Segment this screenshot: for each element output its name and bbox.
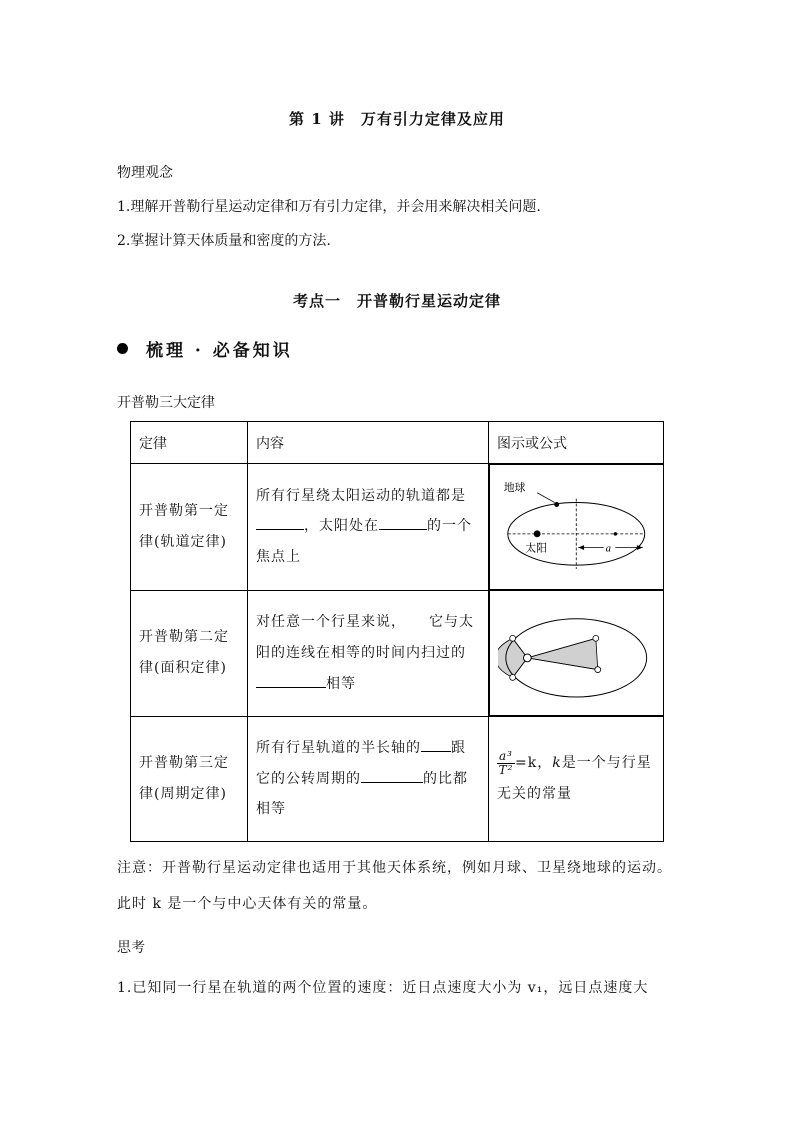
formula-rhs: =k， [515, 755, 553, 772]
content-text: 相等 [326, 675, 356, 692]
sun-dot [534, 530, 541, 537]
formula-desc: 是一个与行星无关的常量 [497, 755, 652, 802]
law-content [248, 464, 489, 591]
header-law: 定律 [131, 422, 248, 464]
bullet-icon [117, 343, 128, 354]
content-text: 跟它的公转周期的 [256, 739, 466, 787]
earth-dot [554, 502, 559, 507]
sun-label: 太阳 [525, 542, 547, 555]
table-row [131, 590, 664, 717]
fill-blank[interactable] [361, 768, 423, 783]
law-content [248, 590, 489, 717]
subheading-text: 梳理 · 必备知识 [146, 341, 293, 361]
fill-blank[interactable] [421, 737, 451, 752]
content-text: 所有行星轨道的半长轴的 [256, 739, 421, 756]
formula-k: k [552, 755, 562, 772]
lecture-title: 第 1 讲 万有引力定律及应用 [289, 110, 505, 128]
law-content [248, 717, 489, 842]
equal-area-diagram [498, 598, 655, 708]
content-text: 的一个焦点上 [256, 518, 472, 566]
law-name: 开普勒第二定律(面积定律) [131, 590, 248, 717]
table-row [131, 464, 664, 591]
area-figure-cell [489, 590, 664, 716]
orbit-figure-cell [489, 464, 664, 590]
note-paragraph: 注意：开普勒行星运动定律也适用于其他天体系统，例如月球、卫星绕地球的运动。此时 k 是一个与中心天体有关的常量。 [117, 860, 672, 913]
content-text: 的比都相等 [256, 770, 468, 818]
semi-axis-label: a [605, 542, 611, 555]
concept-label: 物理观念 [117, 165, 173, 181]
header-content: 内容 [248, 422, 489, 464]
header-figure: 图示或公式 [489, 422, 664, 464]
elliptical-orbit-diagram [498, 472, 655, 582]
content-text: 所有行星绕太阳运动的轨道都是 [256, 487, 466, 504]
table-header-row [131, 422, 664, 464]
table-caption: 开普勒三大定律 [117, 395, 215, 411]
section-title: 考点一 开普勒行星运动定律 [292, 292, 501, 310]
kepler-laws-table [130, 421, 664, 842]
objective-2: 2.掌握计算天体质量和密度的方法. [117, 233, 331, 249]
earth-label: 地球 [503, 481, 526, 494]
think-label: 思考 [117, 940, 145, 956]
fill-blank[interactable] [379, 515, 427, 530]
formula-denominator: T² [498, 762, 514, 777]
law-name: 开普勒第一定律(轨道定律) [131, 464, 248, 591]
kepler-third-formula [497, 748, 655, 810]
content-text: ，太阳处在 [304, 518, 379, 535]
formula-numerator: a³ [499, 748, 513, 763]
content-text: 对任意一个行星来说， 它与太阳的连线在相等的时间内扫过的 [256, 614, 474, 661]
fill-blank[interactable] [256, 515, 304, 530]
sun-circle [523, 654, 531, 662]
table-row [131, 717, 664, 842]
objective-1: 1.理解开普勒行星运动定律和万有引力定律，并会用来解决相关问题. [117, 199, 541, 215]
question-1: 1.已知同一行星在轨道的两个位置的速度：近日点速度大小为 v₁，远日点速度大 [117, 980, 649, 996]
formula-cell [489, 717, 664, 842]
subheading [117, 336, 293, 361]
law-name: 开普勒第三定律(周期定律) [131, 717, 248, 842]
fill-blank[interactable] [256, 673, 326, 688]
